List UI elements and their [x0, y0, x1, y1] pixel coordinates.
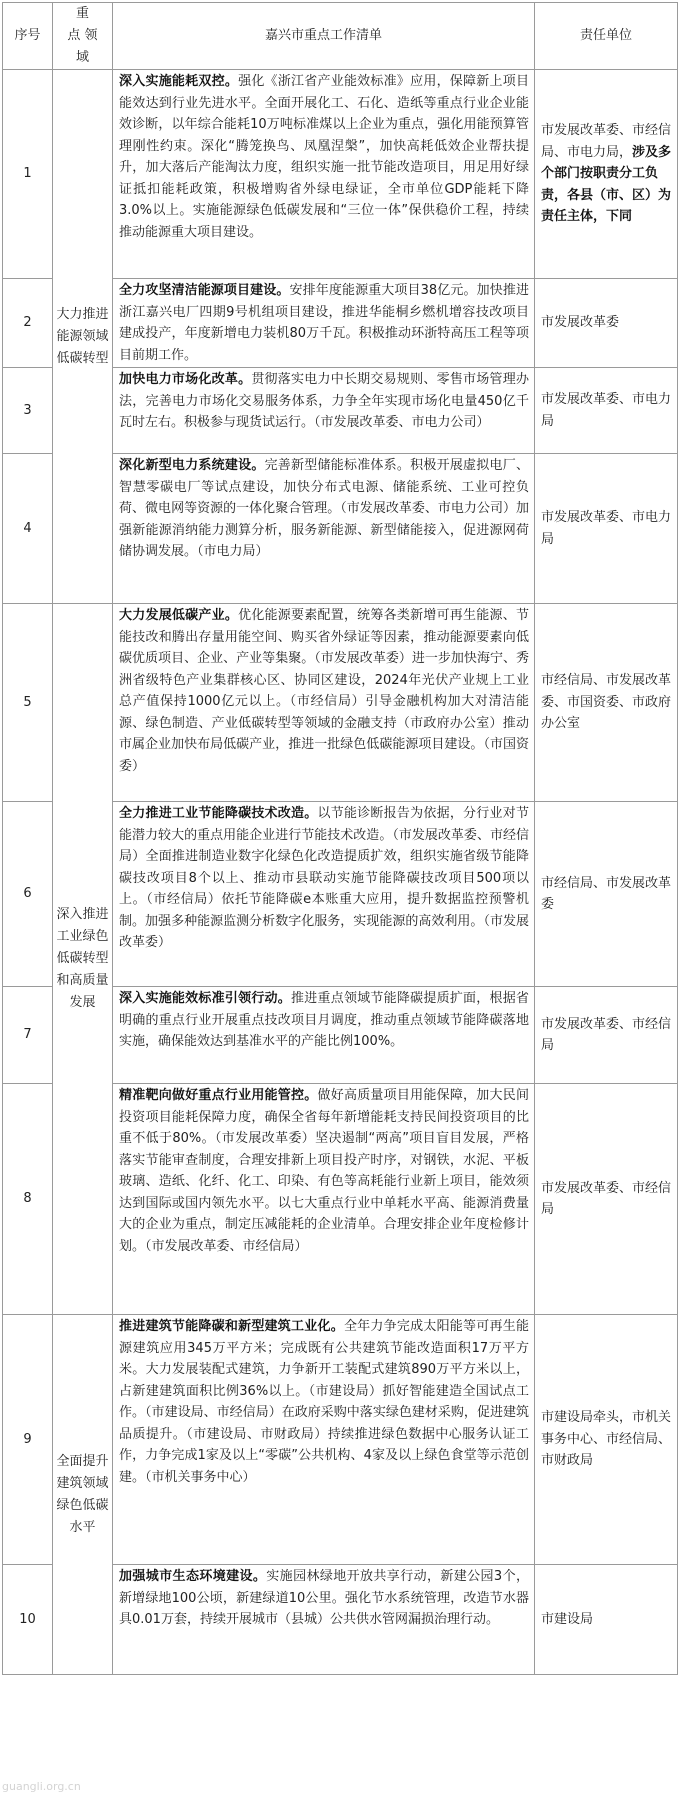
- row-responsible: 市发展改革委、市电力局: [535, 454, 678, 604]
- row-text: 做好高质量项目用能保障，加大民间投资项目能耗保障力度，确保全省每年新增能耗支持民间投资项目的比重不低于80%。（市发展改革委）坚决遏制“两高”项目盲目发展，严格落实节能审查制度，合理安排新上项目投产时序，对钢铁，水泥、平板玻璃、造纸、化纤、化工、印染、有色等高耗能行业新上项目，能效须达到国际或国内领先水平。以七大重点行业中单耗水平高、能源消费量大的企业为重点，制定压减能耗的企业清单。合理安排企业年度检修计划。（市发展改革委、市经信局）: [119, 1088, 529, 1254]
- row-number: 6: [3, 802, 53, 987]
- row-text: 安排年度能源重大项目38亿元。加快推进浙江嘉兴电厂四期9号机组项目建设，推进华能桐乡燃机增容技改项目建成投产，年度新增电力装机80万千瓦。积极推动环浙特高压工程等项目前期工作。: [119, 283, 529, 363]
- row-text: 实施园林绿地开放共享行动，新建公园3个，新增绿地100公顷，新建绿道10公里。强化节水系统管理，改造节水器具0.01万套，持续开展城市（县城）公共供水管网漏损治理行动。: [119, 1569, 529, 1627]
- resp-note: 涉及多个部门按职责分工负责，各县（市、区）为责任主体，下同: [541, 144, 672, 225]
- row-responsible: 市经信局、市发展改革委: [535, 802, 678, 987]
- row-number: 10: [3, 1565, 53, 1675]
- row-content: [113, 604, 535, 802]
- header-field-line2: 点 领: [67, 28, 98, 43]
- row-title: 加强城市生态环境建设。: [119, 1569, 267, 1584]
- row-content: [113, 987, 535, 1084]
- row-text: 完善新型储能标准体系。积极开展虚拟电厂、智慧零碳电厂等试点建设，加快分布式电源、储能系统、工业可控负荷、微电网等资源的一体化聚合管理。（市发展改革委、市电力公司）加强新能源消纳能力测算分析，服务新能源、新型储能接入，促进源网荷储协调发展。（市电力局）: [119, 458, 529, 559]
- row-text: 贯彻落实电力中长期交易规则、零售市场管理办法，完善电力市场化交易服务体系，力争全年实现市场化电量450亿千瓦时左右。积极参与现货试运行。（市发展改革委、市电力公司）: [119, 372, 529, 430]
- row-responsible: [535, 70, 678, 279]
- row-number: 7: [3, 987, 53, 1084]
- field-industry: 深入推进工业绿色低碳转型和高质量发展: [53, 604, 113, 1315]
- row-title: 深入实施能效标准引领行动。: [119, 991, 292, 1006]
- watermark: guangli.org.cn: [2, 1780, 81, 1793]
- field-building: 全面提升建筑领域绿色低碳水平: [53, 1315, 113, 1675]
- row-content: [113, 802, 535, 987]
- resp-text: 市发展改革委、市经信局、市电力局，: [541, 123, 672, 160]
- row-text: 强化《浙江省产业能效标准》应用，保障新上项目能效达到行业先进水平。全面开展化工、石化、造纸等重点行业企业能效诊断，以年综合能耗10万吨标准煤以上企业为重点，强化用能预算管理刚性约束。深化“腾笼换鸟、凤凰涅槃”，加快高耗低效企业帮扶提升，加大落后产能淘汰力度，组织实施一批节能改造项目，用足用好绿证抵扣能耗政策，积极增购省外绿电绿证，全市单位GDP能耗下降3.0%以上。实施能源绿色低碳发展和“三位一体”保供稳价工程，持续推动能源重大项目建设。: [119, 74, 529, 240]
- row-responsible: 市发展改革委、市经信局: [535, 987, 678, 1084]
- table-row: [3, 1315, 678, 1565]
- table-row: [3, 604, 678, 802]
- row-number: 1: [3, 70, 53, 279]
- row-content: [113, 368, 535, 454]
- row-text: 优化能源要素配置，统筹各类新增可再生能源、节能技改和腾出存量用能空间、购买省外绿证等因素，推动能源要素向低碳优质项目、企业、产业等集聚。（市发展改革委）进一步加快海宁、秀洲省级特色产业集群核心区、协同区建设，2024年光伏产业规上工业总产值保持1000亿元以上。（市经信局）引导金融机构加大对清洁能源、绿色制造、产业低碳转型等领域的金融支持（市政府办公室）推动市属企业加快布局低碳产业，推进一批绿色低碳能源项目建设。（市国资委）: [119, 608, 529, 774]
- row-text: 全年力争完成太阳能等可再生能源建筑应用345万平方米；完成既有公共建筑节能改造面积17万平方米。大力发展装配式建筑，力争新开工装配式建筑890万平方米以上，占新建建筑面积比例36%以上。（市建设局）抓好智能建造全国试点工作。（市建设局、市经信局）在政府采购中落实绿色建材采购，促进建筑品质提升。（市建设局、市财政局）持续推进绿色数据中心服务认证工作，力争完成1家及以上“零碳”公共机构、4家及以上绿色食堂等示范创建。（市机关事务中心）: [119, 1319, 529, 1485]
- table-row: [3, 70, 678, 279]
- header-field-line1: 重: [75, 6, 89, 21]
- row-responsible: 市建设局: [535, 1565, 678, 1675]
- row-number: 2: [3, 279, 53, 368]
- row-content: [113, 70, 535, 279]
- header-resp: 责任单位: [535, 3, 678, 70]
- row-responsible: 市经信局、市发展改革委、市国资委、市政府办公室: [535, 604, 678, 802]
- header-field: [53, 3, 113, 70]
- row-number: 5: [3, 604, 53, 802]
- row-title: 大力发展低碳产业。: [119, 608, 239, 623]
- row-title: 深入实施能耗双控。: [119, 74, 239, 89]
- row-title: 加快电力市场化改革。: [119, 372, 252, 387]
- row-title: 推进建筑节能降碳和新型建筑工业化。: [119, 1319, 344, 1334]
- field-energy: 大力推进能源领域低碳转型: [53, 70, 113, 604]
- header-field-line3: 域: [75, 50, 89, 65]
- row-content: [113, 1315, 535, 1565]
- header-no: 序号: [3, 3, 53, 70]
- row-number: 8: [3, 1084, 53, 1315]
- row-responsible: 市发展改革委、市经信局: [535, 1084, 678, 1315]
- row-text: 推进重点领域节能降碳提质扩面，根据省明确的重点行业开展重点技改项目月调度，推动重点领域节能降碳落地实施，确保能效达到基准水平的产能比例100%。: [119, 991, 529, 1049]
- row-content: [113, 279, 535, 368]
- row-text: 以节能诊断报告为依据，分行业对节能潜力较大的重点用能企业进行节能技术改造。（市发展改革委、市经信局）全面推进制造业数字化绿色化改造提质扩效，组织实施省级节能降碳技改项目8个以上、推动市县联动实施节能降碳技改项目500项以上。（市经信局）依托节能降碳e本账重大应用，提升数据监控预警机制。加强多种能源监测分析数字化服务，实现能源的高效利用。（市发展改革委）: [119, 806, 529, 950]
- row-responsible: 市发展改革委: [535, 279, 678, 368]
- row-title: 精准靶向做好重点行业用能管控。: [119, 1088, 318, 1103]
- row-title: 全力攻坚清洁能源项目建设。: [119, 283, 290, 298]
- table-header-row: [3, 3, 678, 70]
- row-number: 9: [3, 1315, 53, 1565]
- row-number: 4: [3, 454, 53, 604]
- row-number: 3: [3, 368, 53, 454]
- row-title: 全力推进工业节能降碳技术改造。: [119, 806, 318, 821]
- row-title: 深化新型电力系统建设。: [119, 458, 265, 473]
- row-content: [113, 1565, 535, 1675]
- header-content: 嘉兴市重点工作清单: [113, 3, 535, 70]
- row-responsible: 市发展改革委、市电力局: [535, 368, 678, 454]
- work-list-table: [2, 2, 678, 1675]
- row-responsible: 市建设局牵头，市机关事务中心、市经信局、市财政局: [535, 1315, 678, 1565]
- row-content: [113, 454, 535, 604]
- row-content: [113, 1084, 535, 1315]
